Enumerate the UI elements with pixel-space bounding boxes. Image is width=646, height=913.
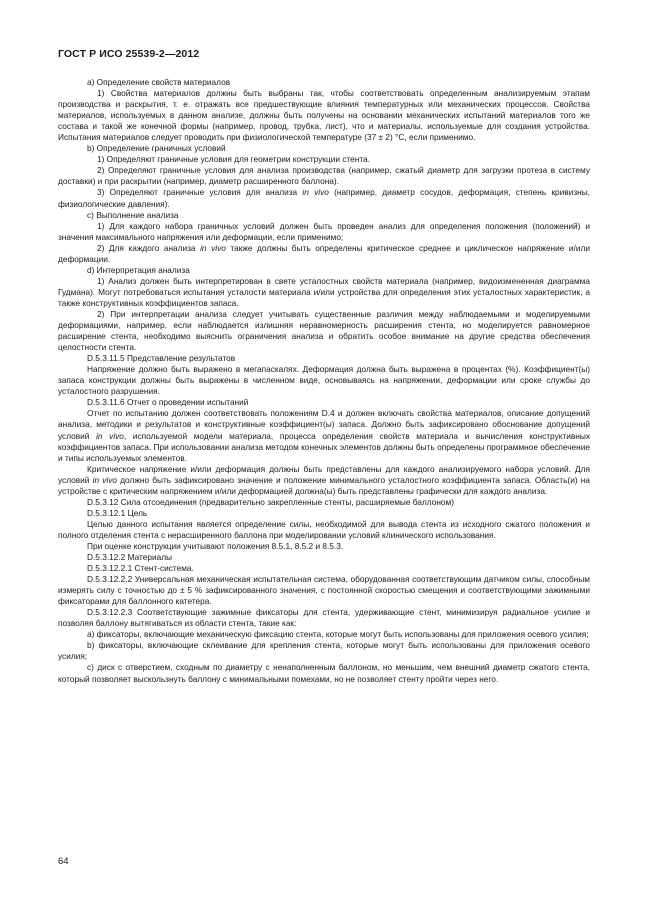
paragraph: 2) При интерпретации анализа следует учитывать существенные различия между наблюдаемыми и моделируемыми деформациями, например, если наблюдается излишняя неравномерность расширения стента, но моделируется равномерное расширение стента, необходимо выяснить ограничения анализа и обратить особое внимание на другие средства обеспечения целостности стента. <box>58 308 590 353</box>
section-heading: D.5.3.11.5 Представление результатов <box>87 353 236 364</box>
paragraph: 3) Определяют граничные условия для анализа in vivo (например, диаметр сосудов, деформация, степень кривизны, физиологические давления). <box>58 187 590 209</box>
list-item-c: c) Выполнение анализа <box>87 209 179 220</box>
paragraph: Отчет по испытанию должен соответствовать положениям D.4 и должен включать свойства материалов, описание допущений анализа, методики и результатов и конструктивные коэффициент(ы) запаса. Должно быть зафиксировано обоснование допущений условий in vivo, используемой модели материала, процесса определения свойств материала и вычисления конструктивных коэффициентов запаса. При использовании анализа методом конечных элементов должны быть определены программное обеспечение и типы используемых элементов. <box>58 408 590 463</box>
list-item-a: a) Определение свойств материалов <box>87 77 231 87</box>
paragraph: 1) Определяют граничные условия для геометрии конструкции стента. <box>97 154 370 165</box>
section-heading: D.5.3.12.2 Материалы <box>87 552 173 563</box>
paragraph: 1) Свойства материалов должны быть выбраны так, чтобы соответствовать определенным анализируемым этапам производства и раскрытия, т. е. отражать все предшествующие влияния температурных или механических процессов. Свойства материалов, используемых в данном анализе, должны быть получены на основании механических испытаний материалов того же состава и такой же конечной формы (например, провод, трубка, лист), что и материалы, используемые для создания устройства. Испытания материалов следует проводить при физиологической температуре (37 ± 2) °С, если применимо. <box>58 88 590 143</box>
document-header: ГОСТ Р ИСО 25539-2—2012 <box>58 48 200 60</box>
paragraph: D.5.3.12.2.2 Универсальная механическая испытательная система, оборудованная соответствующим датчиком силы, способным измерять силу с точностью до ± 5 % зафиксированного значения, с постоянной скоростью смещения и соответствующими зажимными фиксаторами для баллонного катетера. <box>58 574 590 607</box>
list-item-a: a) фиксаторы, включающие механическую фиксацию стента, которые могут быть использованы для приложения осевого усилия; <box>87 629 589 640</box>
page-number: 64 <box>58 856 69 867</box>
section-heading: D.5.3.12.2.1 Стент-система. <box>87 563 194 574</box>
document-body <box>58 77 590 685</box>
paragraph: Критическое напряжение и/или деформация должны быть представлены для каждого анализируемого набора условий. Для условий in vivo должно быть зафиксировано значение и положение минимального усталостного коэффициента запаса. Область(и) на устройстве с критическим напряжением и/или деформацией должна(ы) быть представлены графически для каждого анализа. <box>58 463 590 496</box>
list-item-b: b) Определение граничных условий <box>87 143 226 154</box>
list-item-d: d) Интерпретация анализа <box>87 264 190 275</box>
section-heading: D.5.3.12 Сила отсоединения (предварительно закрепленные стенты, расширяемые баллоном) <box>87 496 455 507</box>
paragraph: Целью данного испытания является определение силы, необходимой для вывода стента из исходного сжатого положения и полного отделения стента с нерасширенного баллона при моделировании условий клинического использования. <box>58 518 590 540</box>
list-item-b: b) фиксаторы, включающие склеивание для крепления стента, которые могут быть использованы для приложения осевого усилия; <box>58 640 590 662</box>
paragraph: При оценке конструкции учитывают положения 8.5.1, 8.5.2 и 8.5.3. <box>87 540 344 551</box>
paragraph: 1) Анализ должен быть интерпретирован в свете усталостных свойств материала (например, видоизмененная диаграмма Гудмана). Могут потребоваться испытания усталости материала и/или устройства для определения этих усталостных характеристик, а также конструктивных коэффициентов запаса. <box>58 275 590 308</box>
paragraph: 2) Определяют граничные условия для анализа производства (например, сжатый диаметр для загрузки протеза в систему доставки) и при раскрытии (например, диаметр расширенного баллона). <box>58 165 590 187</box>
paragraph: 1) Для каждого набора граничных условий должен быть проведен анализ для определения положения (положений) и значения максимального напряжения или деформации, если применимо; <box>58 220 590 242</box>
list-item-c: c) диск с отверстием, сходным по диаметру с ненаполненным баллоном, но меньшим, чем внешний диаметр сжатого стента, который позволяет выскользнуть баллону с минимальными помехами, но не позволяет стенту пройти через него. <box>58 662 590 684</box>
section-heading: D.5.3.11.6 Отчет о проведении испытаний <box>87 397 249 408</box>
paragraph: 2) Для каждого анализа in vivo также должны быть определены критическое среднее и циклическое напряжение и/или деформации. <box>58 242 590 264</box>
section-heading: D.5.3.12.1 Цель <box>87 507 148 518</box>
paragraph: Напряжение должно быть выражено в мегапаскалях. Деформация должна быть выражена в процентах (%). Коэффициент(ы) запаса конструкции должны быть выражены в численном виде, основываясь на напряжении, деформации или сроке службы до усталостного разрушения. <box>58 364 590 397</box>
paragraph: D.5.3.12.2.3 Соответствующие зажимные фиксаторы для стента, удерживающие стент, минимизируя радиальное усилие и позволяя баллону вытягиваться из области стента, такие как: <box>58 607 590 629</box>
